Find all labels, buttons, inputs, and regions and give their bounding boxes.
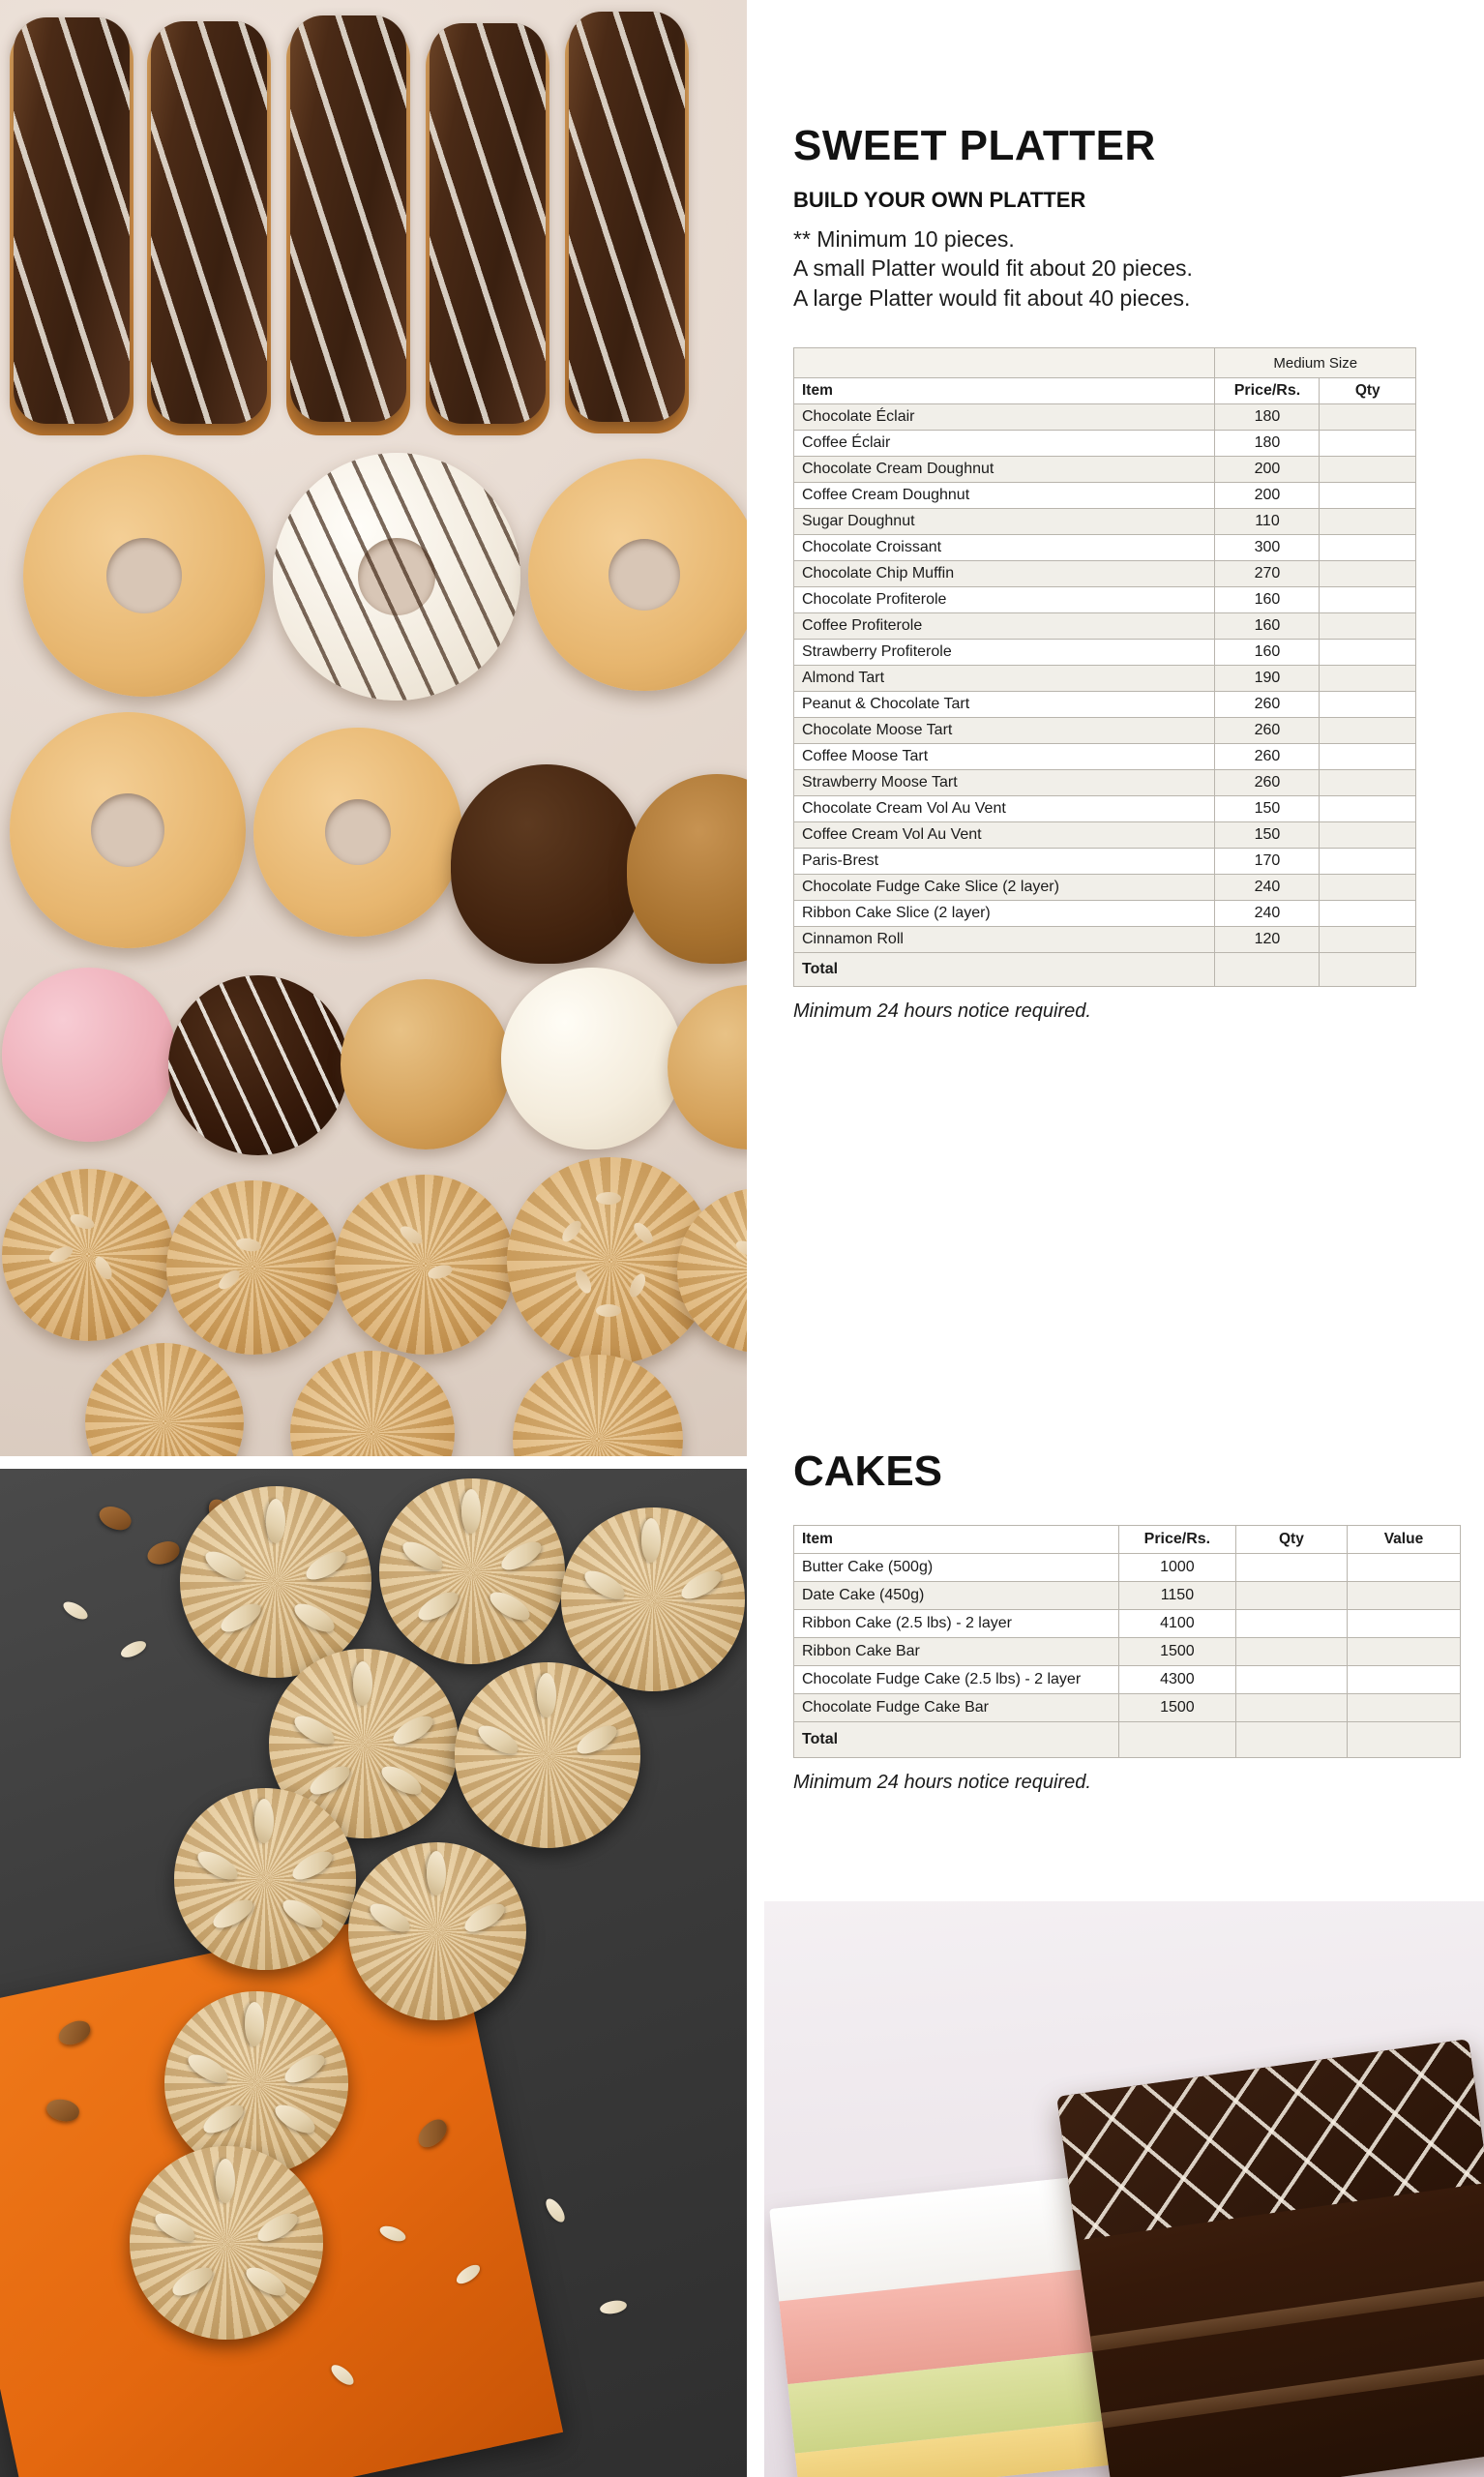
row-price: 160	[1215, 613, 1320, 640]
table-row	[794, 509, 1416, 535]
sugar-doughnut	[253, 728, 462, 937]
row-qty-input[interactable]	[1320, 901, 1416, 927]
table-row	[794, 1554, 1461, 1582]
row-price: 200	[1215, 483, 1320, 509]
almond-tart	[348, 1842, 526, 2020]
table-total-row	[794, 1722, 1461, 1758]
row-price: 4100	[1118, 1610, 1235, 1638]
table-row	[794, 901, 1416, 927]
almond-tarts-photo	[0, 1469, 747, 2477]
row-item: Chocolate Fudge Cake Bar	[794, 1694, 1119, 1722]
row-qty-input[interactable]	[1320, 640, 1416, 666]
row-price: 260	[1215, 718, 1320, 744]
row-item: Chocolate Moose Tart	[794, 718, 1215, 744]
row-item: Chocolate Cream Doughnut	[794, 457, 1215, 483]
almond-tart	[130, 2146, 323, 2340]
row-item: Chocolate Cream Vol Au Vent	[794, 796, 1215, 822]
row-qty-input[interactable]	[1235, 1610, 1347, 1638]
table-row	[794, 1638, 1461, 1666]
cakes-title: CAKES	[793, 1447, 943, 1495]
row-qty-input[interactable]	[1320, 849, 1416, 875]
row-qty-input[interactable]	[1320, 875, 1416, 901]
ribbon-cake-slice	[769, 2176, 1117, 2477]
table-row	[794, 1666, 1461, 1694]
row-value-input[interactable]	[1347, 1638, 1460, 1666]
table-row	[794, 1610, 1461, 1638]
row-item: Sugar Doughnut	[794, 509, 1215, 535]
table-row	[794, 744, 1416, 770]
table-row	[794, 640, 1416, 666]
total-price	[1118, 1722, 1235, 1758]
row-qty-input[interactable]	[1320, 483, 1416, 509]
row-item: Coffee Profiterole	[794, 613, 1215, 640]
note-line-1: ** Minimum 10 pieces.	[793, 226, 1015, 252]
row-qty-input[interactable]	[1320, 587, 1416, 613]
col-value: Value	[1347, 1526, 1460, 1554]
row-price: 1500	[1118, 1694, 1235, 1722]
almond-tart	[174, 1788, 356, 1970]
sweet-platter-table-wrap	[793, 347, 1461, 987]
row-price: 260	[1215, 744, 1320, 770]
table-row	[794, 666, 1416, 692]
row-item: Coffee Moose Tart	[794, 744, 1215, 770]
pastries-photo	[0, 0, 747, 1456]
row-qty-input[interactable]	[1320, 770, 1416, 796]
row-item: Peanut & Chocolate Tart	[794, 692, 1215, 718]
table-row	[794, 770, 1416, 796]
row-price: 260	[1215, 770, 1320, 796]
table-header-row	[794, 378, 1416, 404]
total-price	[1215, 953, 1320, 987]
row-value-input[interactable]	[1347, 1554, 1460, 1582]
row-price: 120	[1215, 927, 1320, 953]
row-qty-input[interactable]	[1320, 666, 1416, 692]
row-qty-input[interactable]	[1320, 561, 1416, 587]
row-qty-input[interactable]	[1320, 457, 1416, 483]
almond-tart	[180, 1486, 371, 1678]
table-row	[794, 796, 1416, 822]
row-price: 160	[1215, 587, 1320, 613]
row-price: 1150	[1118, 1582, 1235, 1610]
table-row	[794, 404, 1416, 431]
row-qty-input[interactable]	[1235, 1694, 1347, 1722]
cake-slices-photo	[764, 1901, 1484, 2477]
row-price: 110	[1215, 509, 1320, 535]
table-row	[794, 587, 1416, 613]
row-qty-input[interactable]	[1320, 692, 1416, 718]
almond-tart	[379, 1478, 565, 1664]
row-value-input[interactable]	[1347, 1582, 1460, 1610]
col-item: Item	[794, 378, 1215, 404]
row-qty-input[interactable]	[1320, 431, 1416, 457]
row-price: 200	[1215, 457, 1320, 483]
table-row	[794, 849, 1416, 875]
table-row	[794, 1582, 1461, 1610]
almond-tart	[455, 1662, 640, 1848]
table-row	[794, 483, 1416, 509]
table-total-row	[794, 953, 1416, 987]
row-qty-input[interactable]	[1235, 1582, 1347, 1610]
cakes-table	[793, 1525, 1461, 1758]
table-row	[794, 822, 1416, 849]
row-item: Strawberry Moose Tart	[794, 770, 1215, 796]
row-qty-input[interactable]	[1235, 1554, 1347, 1582]
row-price: 4300	[1118, 1666, 1235, 1694]
sugar-doughnut	[528, 459, 747, 691]
row-price: 1000	[1118, 1554, 1235, 1582]
total-label: Total	[794, 1722, 1119, 1758]
row-item: Chocolate Éclair	[794, 404, 1215, 431]
total-label: Total	[794, 953, 1215, 987]
row-item: Coffee Éclair	[794, 431, 1215, 457]
chocolate-eclair	[569, 12, 685, 422]
row-price: 260	[1215, 692, 1320, 718]
chocolate-fudge-cake-slice	[1056, 2039, 1484, 2477]
platter-notes	[793, 224, 1461, 313]
row-qty-input[interactable]	[1320, 718, 1416, 744]
row-price: 150	[1215, 796, 1320, 822]
table-header-row	[794, 1526, 1461, 1554]
row-item: Ribbon Cake Bar	[794, 1638, 1119, 1666]
table-size-header-row	[794, 348, 1416, 378]
table-row	[794, 561, 1416, 587]
blank-cell	[794, 348, 1215, 378]
row-price: 270	[1215, 561, 1320, 587]
chocolate-eclair	[151, 21, 267, 424]
minimum-notice: Minimum 24 hours notice required.	[793, 1000, 1091, 1023]
row-price: 190	[1215, 666, 1320, 692]
table-row	[794, 535, 1416, 561]
row-item: Chocolate Profiterole	[794, 587, 1215, 613]
row-price: 180	[1215, 404, 1320, 431]
row-price: 300	[1215, 535, 1320, 561]
col-price: Price/Rs.	[1215, 378, 1320, 404]
row-qty-input[interactable]	[1320, 744, 1416, 770]
row-item: Strawberry Profiterole	[794, 640, 1215, 666]
row-item: Butter Cake (500g)	[794, 1554, 1119, 1582]
total-value	[1347, 1722, 1460, 1758]
row-price: 180	[1215, 431, 1320, 457]
row-qty-input[interactable]	[1235, 1638, 1347, 1666]
row-item: Cinnamon Roll	[794, 927, 1215, 953]
chocolate-profiterole	[168, 975, 348, 1155]
row-price: 1500	[1118, 1638, 1235, 1666]
table-row	[794, 457, 1416, 483]
row-qty-input[interactable]	[1320, 509, 1416, 535]
strawberry-profiterole	[2, 968, 176, 1142]
coffee-profiterole	[341, 979, 511, 1149]
table-row	[794, 431, 1416, 457]
minimum-notice: Minimum 24 hours notice required.	[793, 1772, 1091, 1793]
note-line-3: A large Platter would fit about 40 pieces.	[793, 284, 1191, 311]
medium-size-header: Medium Size	[1215, 348, 1416, 378]
chocolate-eclair	[290, 15, 406, 422]
sugar-doughnut	[23, 455, 265, 697]
chocolate-eclair	[430, 23, 546, 424]
cream-profiterole	[501, 968, 683, 1149]
row-item: Ribbon Cake (2.5 lbs) - 2 layer	[794, 1610, 1119, 1638]
row-price: 240	[1215, 901, 1320, 927]
white-glazed-doughnut	[273, 453, 520, 701]
row-qty-input[interactable]	[1235, 1666, 1347, 1694]
table-row	[794, 927, 1416, 953]
table-row	[794, 875, 1416, 901]
almond-tart	[561, 1507, 745, 1691]
chocolate-eclair	[14, 17, 130, 424]
row-qty-input[interactable]	[1320, 927, 1416, 953]
total-qty	[1320, 953, 1416, 987]
row-qty-input[interactable]	[1320, 613, 1416, 640]
col-qty: Qty	[1235, 1526, 1347, 1554]
row-item: Paris-Brest	[794, 849, 1215, 875]
row-item: Chocolate Chip Muffin	[794, 561, 1215, 587]
almond-tart	[2, 1169, 174, 1341]
row-value-input[interactable]	[1347, 1610, 1460, 1638]
row-price: 150	[1215, 822, 1320, 849]
page-title: SWEET PLATTER	[793, 122, 1156, 169]
col-price: Price/Rs.	[1118, 1526, 1235, 1554]
row-qty-input[interactable]	[1320, 822, 1416, 849]
row-value-input[interactable]	[1347, 1666, 1460, 1694]
table-row	[794, 1694, 1461, 1722]
col-item: Item	[794, 1526, 1119, 1554]
col-qty: Qty	[1320, 378, 1416, 404]
row-price: 160	[1215, 640, 1320, 666]
sweet-platter-section	[793, 0, 1461, 1023]
chocolate-tart	[166, 1180, 341, 1355]
cakes-section	[793, 1447, 1461, 1794]
row-item: Almond Tart	[794, 666, 1215, 692]
row-item: Chocolate Fudge Cake (2.5 lbs) - 2 layer	[794, 1666, 1119, 1694]
row-item: Ribbon Cake Slice (2 layer)	[794, 901, 1215, 927]
almond-tart	[164, 1991, 348, 2175]
peanut-chocolate-tart	[335, 1175, 515, 1355]
row-qty-input[interactable]	[1320, 535, 1416, 561]
row-value-input[interactable]	[1347, 1694, 1460, 1722]
row-item: Coffee Cream Vol Au Vent	[794, 822, 1215, 849]
table-row	[794, 692, 1416, 718]
table-row	[794, 718, 1416, 744]
row-item: Date Cake (450g)	[794, 1582, 1119, 1610]
table-row	[794, 613, 1416, 640]
total-qty	[1235, 1722, 1347, 1758]
row-price: 240	[1215, 875, 1320, 901]
chocolate-chip-muffin	[451, 764, 642, 964]
sweet-platter-table	[793, 347, 1416, 987]
sugar-doughnut	[10, 712, 246, 948]
row-item: Chocolate Croissant	[794, 535, 1215, 561]
row-qty-input[interactable]	[1320, 404, 1416, 431]
row-item: Chocolate Fudge Cake Slice (2 layer)	[794, 875, 1215, 901]
note-line-2: A small Platter would fit about 20 pieces.	[793, 255, 1193, 282]
section-subtitle: BUILD YOUR OWN PLATTER	[793, 188, 1086, 212]
row-item: Coffee Cream Doughnut	[794, 483, 1215, 509]
row-price: 170	[1215, 849, 1320, 875]
row-qty-input[interactable]	[1320, 796, 1416, 822]
